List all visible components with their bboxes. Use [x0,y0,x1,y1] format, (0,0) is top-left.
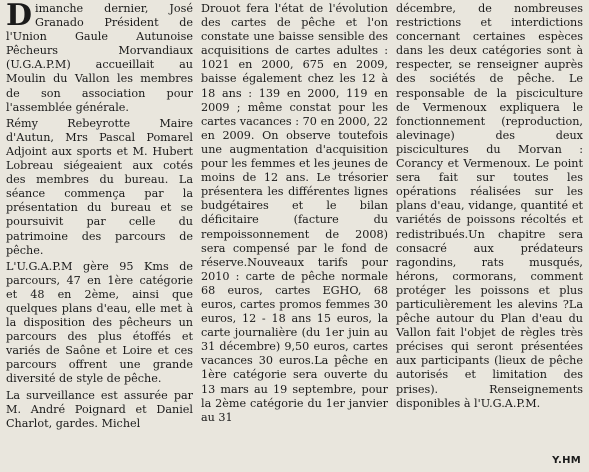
paragraph: Drouot fera l'état de l'évolution des cartes de pêche et l'on constate une baisse sensible des acquisitions de cartes adultes : 1021 en 2000, 675 en 2009, baisse également chez les 12 à 18 ans : 139 en 2000, 119 en 2009 ; même constat pour les cartes vacances : 70 en 2000, 22 en 2009. On observe toutefois une augmentation d'acquisition pour les femmes et les jeunes de moins de 12 ans. Le trésorier présentera les différentes lignes budgétaires et le bilan déficitaire (facture du rempoissonnement de 2008) sera compensé par le fond de réserve.Nouveaux tarifs pour 2010 : carte de pêche normale 68 euros, cartes EGHO, 68 euros, cartes promos femmes 30 euros, 12 - 18 ans 15 euros, la carte journalière (du 1er juin au 31 décembre) 9,50 euros, cartes vacances 30 euros.La pêche en 1ère catégorie sera ouverte du 13 mars au 19 septembre, pour la 2ème catégorie du 1er janvier au 31 [201,2,388,424]
paragraph [6,2,193,115]
paragraph: décembre, de nombreuses restrictions et interdictions concernant certaines espèces dans les deux catégories sont à respecter, se renseigner auprès des sociétés de pêche. Le responsable de la pisciculture de Vermenoux expliquera le fonctionnement (reproduction, alevinage) des deux piscicultures du Morvan : Corancy et Vermenoux. Le point sera fait sur toutes les opérations réalisées sur les plans d'eau, vidange, quantité et variétés de poissons récoltés et redistribués.Un chapitre sera consacré aux prédateurs ragondins, rats musqués, hérons, cormorans, comment protéger les poissons et plus particulièrement les alevins ?La pêche autour du Plan d'eau du Vallon fait l'objet de règles très précises qui seront présentées aux participants (lieux de pêche autorisés et limitation des prises). Renseignements disponibles à l'U.G.A.P.M. [396,2,583,410]
drop-cap: D [6,0,33,33]
paragraph: La surveillance est assurée par M. André Poignard et Daniel Charlot, gardes. Michel [6,388,193,430]
author-signature: Y.HM [552,455,581,466]
paragraph-text: imanche dernier, José Granado Président de l'Union Gaule Autunoise Pêcheurs Morvandiaux (U.G.A.P.M) accueillait au Moulin du Vallon les membres de son association pour l'assemblée générale. [6,2,193,114]
article-column-2 [201,2,388,472]
paragraph: L'U.G.A.P.M gère 95 Kms de parcours, 47 en 1ère catégorie et 48 en 2ème, ainsi que quelques plans d'eau, elle met à la disposition des pêcheurs un parcours des plus étoffés et variés de Saône et Loire et ces parcours offrent une grande diversité de style de pêche. [6,259,193,386]
paragraph: Rémy Rebeyrotte Maire d'Autun, Mrs Pascal Pomarel Adjoint aux sports et M. Hubert Lobreau siégeaient aux cotés des membres du bureau. La séance commença par la présentation du bureau et se poursuivit par celle du patrimoine des parcours de pêche. [6,116,193,257]
article-column-3 [396,2,583,472]
article-column-1 [6,2,193,472]
